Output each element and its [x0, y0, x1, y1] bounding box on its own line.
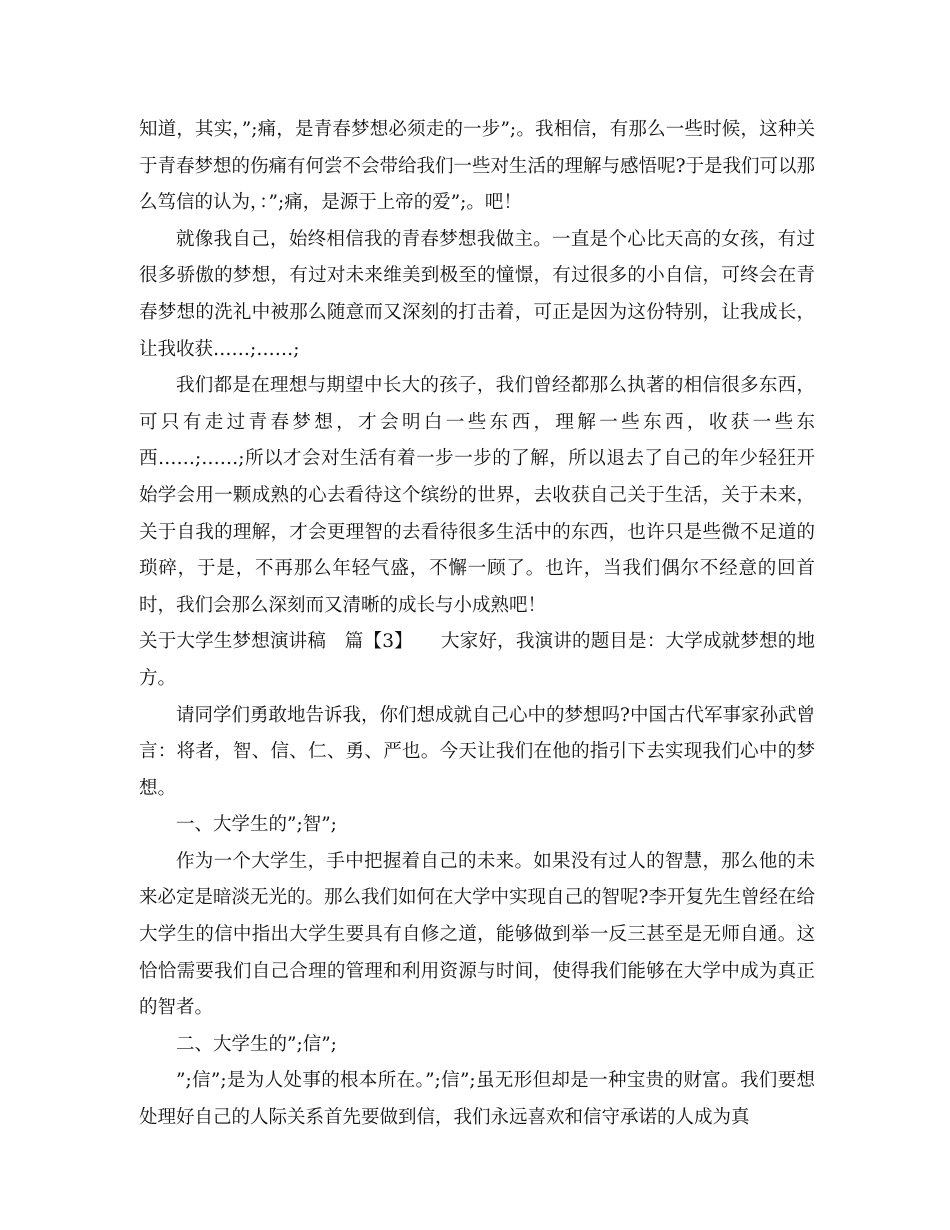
document-body — [139, 112, 815, 1137]
paragraph-7: 作为一个大学生，手中把握着自己的未来。如果没有过人的智慧，那么他的未来必定是暗淡无光的。那么我们如何在大学中实现自己的智呢?李开复先生曾经在给大学生的信中指出大学生要具有自修之道，能够做到举一反三甚至是无师自通。这恰恰需要我们自己合理的管理和利用资源与时间，使得我们能够在大学中成为真正的智者。 — [139, 850, 815, 1019]
subheading-trust: 二、大学生的”;信”; — [176, 1033, 337, 1055]
subheading-wisdom: 一、大学生的”;智”; — [176, 814, 337, 836]
paragraph-1: 知道，其实，”;痛，是青春梦想必须走的一步”;。我相信，有那么一些时候，这种关于青春梦想的伤痛有何尝不会带给我们一些对生活的理解与感悟呢?于是我们可以那么笃信的认为，：”;痛，是源于上帝的爱”;。吧！ — [139, 119, 815, 214]
paragraph-5: 请同学们勇敢地告诉我，你们想成就自己心中的梦想吗?中国古代军事家孙武曾言：将者，智、信、仁、勇、严也。今天让我们在他的指引下去实现我们心中的梦想。 — [139, 704, 815, 799]
section-heading-3: 关于大学生梦想演讲稿 篇【3】 大家好，我演讲的题目是：大学成就梦想的地方。 — [139, 631, 815, 689]
paragraph-3: 我们都是在理想与期望中长大的孩子，我们曾经都那么执著的相信很多东西，可只有走过青春梦想，才会明白一些东西，理解一些东西，收获一些东西……;……;所以才会对生活有着一步一步的了解，所以退去了自己的年少轻狂开始学会用一颗成熟的心去看待这个缤纷的世界，去收获自己关于生活，关于未来，关于自我的理解，才会更理智的去看待很多生活中的东西，也许只是些微不足道的琐碎，于是，不再那么年轻气盛，不懈一顾了。也许，当我们偶尔不经意的回首时，我们会那么深刻而又清晰的成长与小成熟吧！ — [139, 375, 815, 616]
paragraph-9: ”;信”;是为人处事的根本所在。”;信”;虽无形但却是一种宝贵的财富。我们要想处理好自己的人际关系首先要做到信，我们永远喜欢和信守承诺的人成为真 — [139, 1070, 815, 1129]
paragraph-2: 就像我自己，始终相信我的青春梦想我做主。一直是个心比天高的女孩，有过很多骄傲的梦想，有过对未来维美到极至的憧憬，有过很多的小自信，可终会在青春梦想的洗礼中被那么随意而又深刻的打击着，可正是因为这份特别，让我成长，让我收获……;……; — [139, 228, 815, 360]
